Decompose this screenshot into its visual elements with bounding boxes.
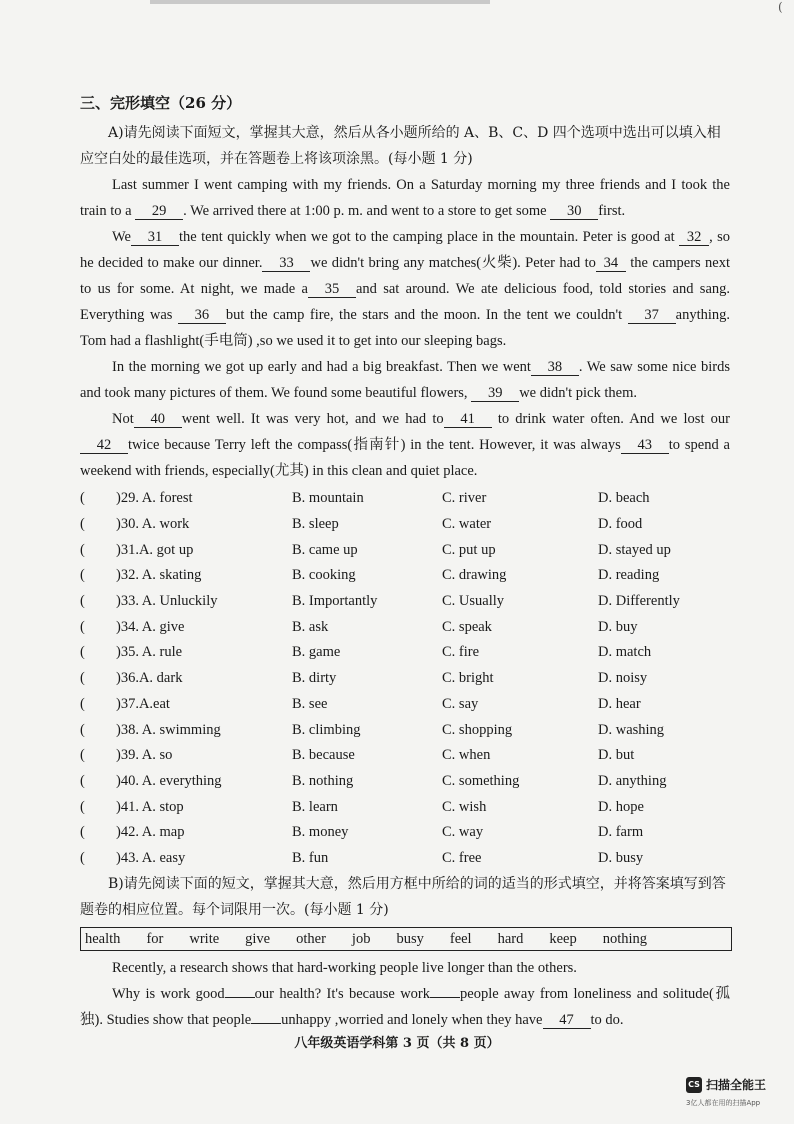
question-number: )38. A. swimming <box>116 721 221 738</box>
option-row <box>80 743 730 769</box>
option-row <box>80 512 730 538</box>
answer-bracket <box>80 850 292 867</box>
passage-b-paragraph-2 <box>80 981 730 1033</box>
word-bank-item: give <box>245 930 271 947</box>
passage-a-paragraph-1 <box>80 172 730 224</box>
word-bank-item: other <box>296 930 326 947</box>
scanner-name: 扫描全能王 <box>706 1078 767 1092</box>
blank-33: 33 <box>262 255 310 272</box>
question-number: )39. A. so <box>116 747 173 764</box>
option-d: D. beach <box>598 490 650 507</box>
answer-bracket <box>80 773 292 790</box>
question-number: )32. A. skating <box>116 567 202 584</box>
option-d: D. hope <box>598 798 644 815</box>
option-d: D. hear <box>598 695 641 712</box>
scan-edge-band <box>150 0 490 4</box>
passage-text: to do. <box>590 1012 624 1029</box>
option-b: B. dirty <box>292 670 337 687</box>
option-b: B. because <box>292 747 355 764</box>
page-edge-mark: ( <box>778 0 783 14</box>
answer-bracket <box>80 747 292 764</box>
blank-35: 35 <box>308 281 356 298</box>
passage-b-paragraph-1: Recently, a research shows that hard-working people live longer than the others. <box>112 960 577 977</box>
option-c: C. water <box>442 516 492 533</box>
option-c: C. drawing <box>442 567 507 584</box>
option-c: C. something <box>442 772 520 789</box>
options-list <box>80 486 730 871</box>
answer-bracket <box>80 490 292 507</box>
option-b: B. Importantly <box>292 593 378 610</box>
option-c: C. when <box>442 747 491 764</box>
word-bank-item: busy <box>396 930 424 947</box>
option-row <box>80 692 730 718</box>
bracket-open: ( <box>80 516 85 533</box>
option-row <box>80 794 730 820</box>
option-row <box>80 717 730 743</box>
option-d: D. washing <box>598 721 665 738</box>
word-bank-box <box>80 927 732 951</box>
option-row <box>80 563 730 589</box>
option-c: C. shopping <box>442 721 513 738</box>
passage-text: we didn't pick them. <box>519 385 637 401</box>
blank-42: 42 <box>80 437 128 454</box>
option-b: B. see <box>292 695 328 712</box>
option-c: C. put up <box>442 541 496 558</box>
answer-bracket <box>80 670 292 687</box>
question-number: )40. A. everything <box>116 772 222 789</box>
bracket-open: ( <box>80 824 85 841</box>
blank-46 <box>251 1023 281 1024</box>
page-footer: 八年级英语学科第 3 页（共 8 页） <box>294 1036 500 1051</box>
answer-bracket <box>80 619 292 636</box>
passage-text: and sat around. We ate delicious food, told stories and sang. Everything was <box>80 281 731 323</box>
passage-text: to drink water often. And we lost our <box>497 411 730 427</box>
option-d: D. buy <box>598 618 638 635</box>
question-number: )41. A. stop <box>116 798 184 815</box>
option-b: B. nothing <box>292 772 354 789</box>
answer-bracket <box>80 516 292 533</box>
word-bank-item: write <box>189 930 220 947</box>
section-title: 三、完形填空（26 分） <box>80 94 242 112</box>
bracket-open: ( <box>80 747 85 764</box>
passage-text: to spend a weekend with friends, especially(尤其) in this clean and quiet place. <box>80 437 730 479</box>
option-c: C. way <box>442 824 484 841</box>
word-bank-item: keep <box>549 930 577 947</box>
bracket-open: ( <box>80 772 85 789</box>
passage-text: but the camp fire, the stars and the moon. In the tent we couldn't <box>225 307 623 323</box>
blank-45 <box>430 997 460 998</box>
option-c: C. speak <box>442 618 492 635</box>
option-row <box>80 820 730 846</box>
option-d: D. stayed up <box>598 541 671 558</box>
option-row <box>80 666 730 692</box>
exam-page <box>80 92 730 1033</box>
question-number: )36.A. dark <box>116 670 183 687</box>
word-bank-item: job <box>351 930 371 947</box>
passage-text: twice because Terry left the compass(指南针) in the tent. However, it was always <box>128 437 621 453</box>
question-number: )37.A.eat <box>116 695 170 712</box>
bracket-open: ( <box>80 567 85 584</box>
blank-36: 36 <box>178 307 226 324</box>
bracket-open: ( <box>80 593 85 610</box>
blank-39: 39 <box>471 385 519 402</box>
passage-text: people away from loneliness and solitude(孤独). Studies show that people <box>80 986 730 1029</box>
option-b: B. money <box>292 824 349 841</box>
passage-text: we didn't bring any matches(火柴). Peter had to <box>310 255 596 271</box>
passage-text: the campers next to us for some. At night, we made a <box>80 255 730 297</box>
blank-40: 40 <box>134 411 182 428</box>
answer-bracket <box>80 644 292 661</box>
question-number: )33. A. Unluckily <box>116 593 218 610</box>
question-number: )43. A. easy <box>116 849 186 866</box>
option-row <box>80 769 730 795</box>
option-d: D. reading <box>598 567 660 584</box>
bracket-open: ( <box>80 849 85 866</box>
word-bank-item: for <box>146 930 164 947</box>
question-number: )30. A. work <box>116 516 190 533</box>
option-b: B. mountain <box>292 490 364 507</box>
passage-text: . We saw some nice birds and took many pictures of them. We found some beautiful flowers, <box>80 359 730 401</box>
option-c: C. Usually <box>442 593 505 610</box>
question-number: )31.A. got up <box>116 541 194 558</box>
passage-text: the tent quickly when we got to the camping place in the mountain. Peter is good at <box>178 229 675 245</box>
option-row <box>80 640 730 666</box>
option-d: D. noisy <box>598 670 648 687</box>
blank-31: 31 <box>131 229 179 246</box>
option-b: B. game <box>292 644 341 661</box>
word-bank-item: hard <box>497 930 524 947</box>
option-c: C. say <box>442 695 479 712</box>
option-b: B. fun <box>292 849 329 866</box>
answer-bracket <box>80 542 292 559</box>
passage-text: Not <box>112 411 134 427</box>
word-bank-item: health <box>85 930 121 947</box>
option-row <box>80 537 730 563</box>
blank-44 <box>225 997 255 998</box>
bracket-open: ( <box>80 798 85 815</box>
option-b: B. climbing <box>292 721 361 738</box>
answer-bracket <box>80 722 292 739</box>
passage-text: Last summer I went camping with my friends. On a Saturday morning my three friends and I took the train to a <box>80 177 730 219</box>
answer-bracket <box>80 593 292 610</box>
passage-text: . We arrived there at 1:00 p. m. and went to a store to get some <box>183 203 547 219</box>
blank-34: 34 <box>596 255 626 272</box>
option-d: D. busy <box>598 849 644 866</box>
blank-30: 30 <box>550 203 598 220</box>
scanner-tagline: 3亿人都在用的扫描App <box>686 1099 761 1107</box>
blank-47: 47 <box>543 1012 591 1029</box>
passage-text: Why is work good <box>112 986 225 1003</box>
question-number: )34. A. give <box>116 618 185 635</box>
passage-text: went well. It was very hot, and we had to <box>181 411 444 427</box>
blank-37: 37 <box>628 307 676 324</box>
option-row <box>80 589 730 615</box>
option-c: C. bright <box>442 670 494 687</box>
answer-bracket <box>80 824 292 841</box>
answer-bracket <box>80 567 292 584</box>
option-d: D. farm <box>598 824 644 841</box>
word-bank-item: feel <box>449 930 472 947</box>
option-d: D. but <box>598 747 635 764</box>
blank-32: 32 <box>679 229 709 246</box>
option-row <box>80 614 730 640</box>
option-row <box>80 846 730 872</box>
passage-text: We <box>112 229 131 245</box>
passage-text: first. <box>598 203 626 219</box>
option-b: B. came up <box>292 541 358 558</box>
part-a-instructions: A)请先阅读下面短文，掌握其大意，然后从各小题所给的 A、B、C、D 四个选项中选出可以填入相应空白处的最佳选项，并在答题卷上将该项涂黑。(每小题 1 分) <box>80 125 721 167</box>
question-number: )29. A. forest <box>116 490 193 507</box>
option-b: B. cooking <box>292 567 356 584</box>
option-d: D. anything <box>598 772 667 789</box>
bracket-open: ( <box>80 695 85 712</box>
option-c: C. free <box>442 849 482 866</box>
passage-text: unhappy ,worried and lonely when they have <box>281 1012 543 1029</box>
option-b: B. sleep <box>292 516 339 533</box>
blank-38: 38 <box>531 359 579 376</box>
blank-43: 43 <box>621 437 669 454</box>
camscanner-icon: CS <box>686 1077 702 1093</box>
part-b-instructions: B)请先阅读下面的短文，掌握其大意，然后用方框中所给的词的适当的形式填空，并将答案填写到答题卷的相应位置。每个词限用一次。(每小题 1 分) <box>80 876 726 919</box>
answer-bracket <box>80 696 292 713</box>
passage-text: In the morning we got up early and had a big breakfast. Then we went <box>112 359 531 375</box>
question-number: )42. A. map <box>116 824 185 841</box>
option-row <box>80 486 730 512</box>
option-c: C. river <box>442 490 487 507</box>
word-bank-item: nothing <box>602 930 648 947</box>
passage-a-paragraph-3 <box>80 354 730 406</box>
option-b: B. learn <box>292 798 338 815</box>
bracket-open: ( <box>80 541 85 558</box>
question-number: )35. A. rule <box>116 644 183 661</box>
bracket-open: ( <box>80 490 85 507</box>
option-d: D. food <box>598 516 643 533</box>
passage-a-paragraph-2 <box>80 224 730 354</box>
passage-a-paragraph-4 <box>80 406 730 484</box>
option-c: C. fire <box>442 644 480 661</box>
option-d: D. match <box>598 644 652 661</box>
passage-text: , so he decided to make our dinner. <box>80 229 730 271</box>
blank-29: 29 <box>135 203 183 220</box>
option-c: C. wish <box>442 798 487 815</box>
passage-text: our health? It's because work <box>254 986 431 1003</box>
scanner-logo <box>686 1076 766 1093</box>
option-d: D. Differently <box>598 593 680 610</box>
bracket-open: ( <box>80 721 85 738</box>
bracket-open: ( <box>80 670 85 687</box>
passage-text: anything. Tom had a flashlight(手电筒) ,so we used it to get into our sleeping bags. <box>80 307 731 349</box>
option-b: B. ask <box>292 618 329 635</box>
blank-41: 41 <box>444 411 492 428</box>
bracket-open: ( <box>80 644 85 661</box>
answer-bracket <box>80 799 292 816</box>
bracket-open: ( <box>80 618 85 635</box>
